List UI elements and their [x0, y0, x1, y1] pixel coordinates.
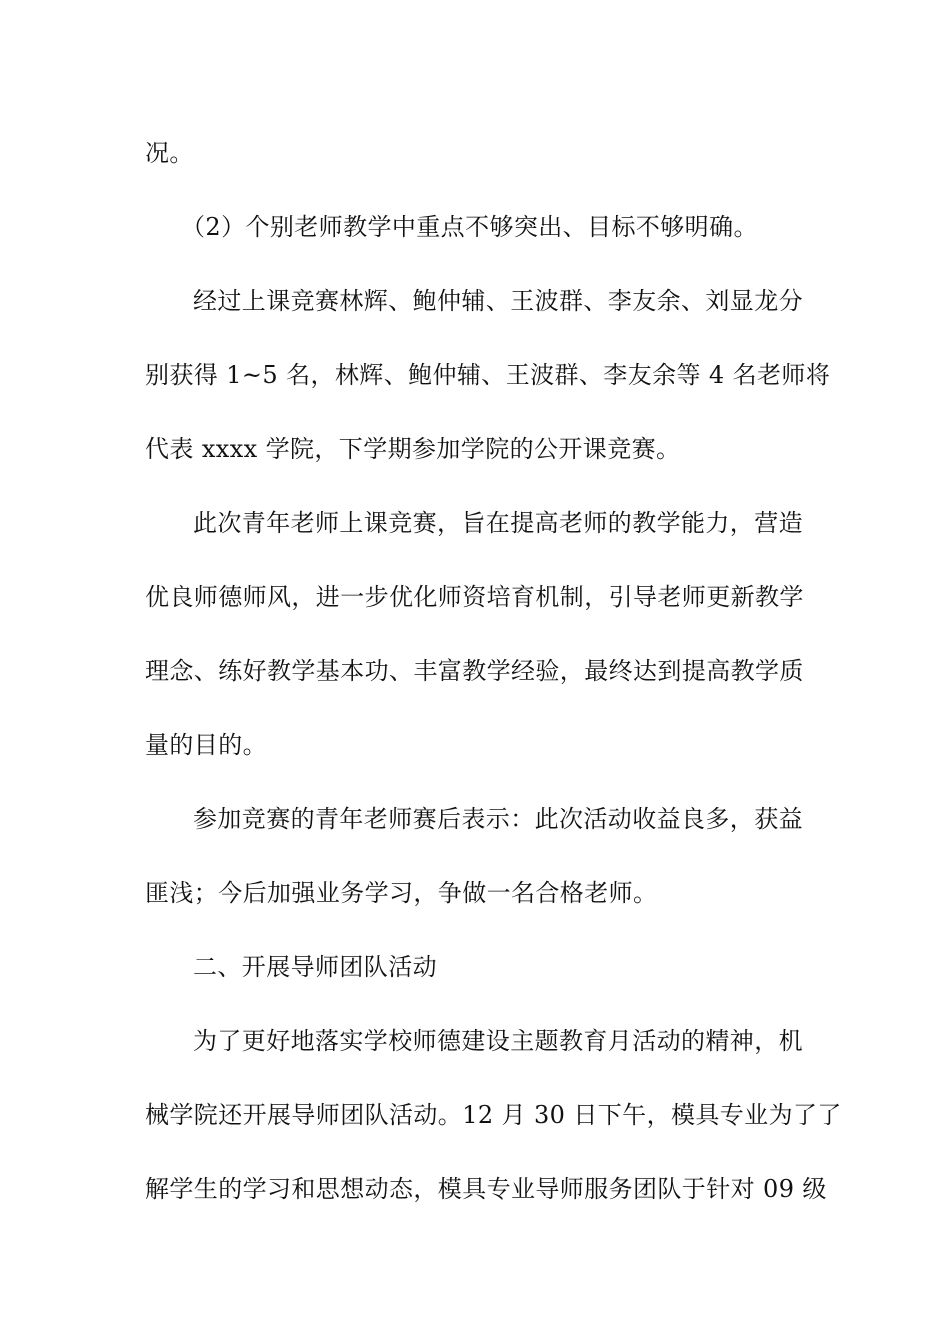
paragraph-4-line-1: 为了更好地落实学校师德建设主题教育月活动的精神，机: [193, 1027, 803, 1055]
section-heading: 二、开展导师团队活动: [193, 953, 437, 981]
paragraph-2-line-4: 量的目的。: [145, 731, 267, 759]
text-line-2: （2）个别老师教学中重点不够突出、目标不够明确。: [181, 213, 758, 241]
paragraph-3-line-1: 参加竞赛的青年老师赛后表示：此次活动收益良多，获益: [193, 805, 803, 833]
paragraph-2-line-3: 理念、练好教学基本功、丰富教学经验，最终达到提高教学质: [145, 657, 804, 685]
paragraph-2-line-1: 此次青年老师上课竞赛，旨在提高老师的教学能力，营造: [193, 509, 803, 537]
paragraph-4-line-2: 械学院还开展导师团队活动。12 月 30 日下午，模具专业为了了: [145, 1101, 842, 1129]
paragraph-1-line-3: 代表 xxxx 学院，下学期参加学院的公开课竞赛。: [145, 435, 681, 463]
paragraph-1-line-2: 别获得 1~5 名，林辉、鲍仲辅、王波群、李友余等 4 名老师将: [145, 361, 831, 389]
paragraph-3-line-2: 匪浅；今后加强业务学习，争做一名合格老师。: [145, 879, 658, 907]
paragraph-4-line-3: 解学生的学习和思想动态，模具专业导师服务团队于针对 09 级: [145, 1175, 827, 1203]
text-line-1: 况。: [145, 139, 194, 167]
paragraph-1-line-1: 经过上课竞赛林辉、鲍仲辅、王波群、李友余、刘显龙分: [193, 287, 803, 315]
paragraph-2-line-2: 优良师德师风，进一步优化师资培育机制，引导老师更新教学: [145, 583, 804, 611]
